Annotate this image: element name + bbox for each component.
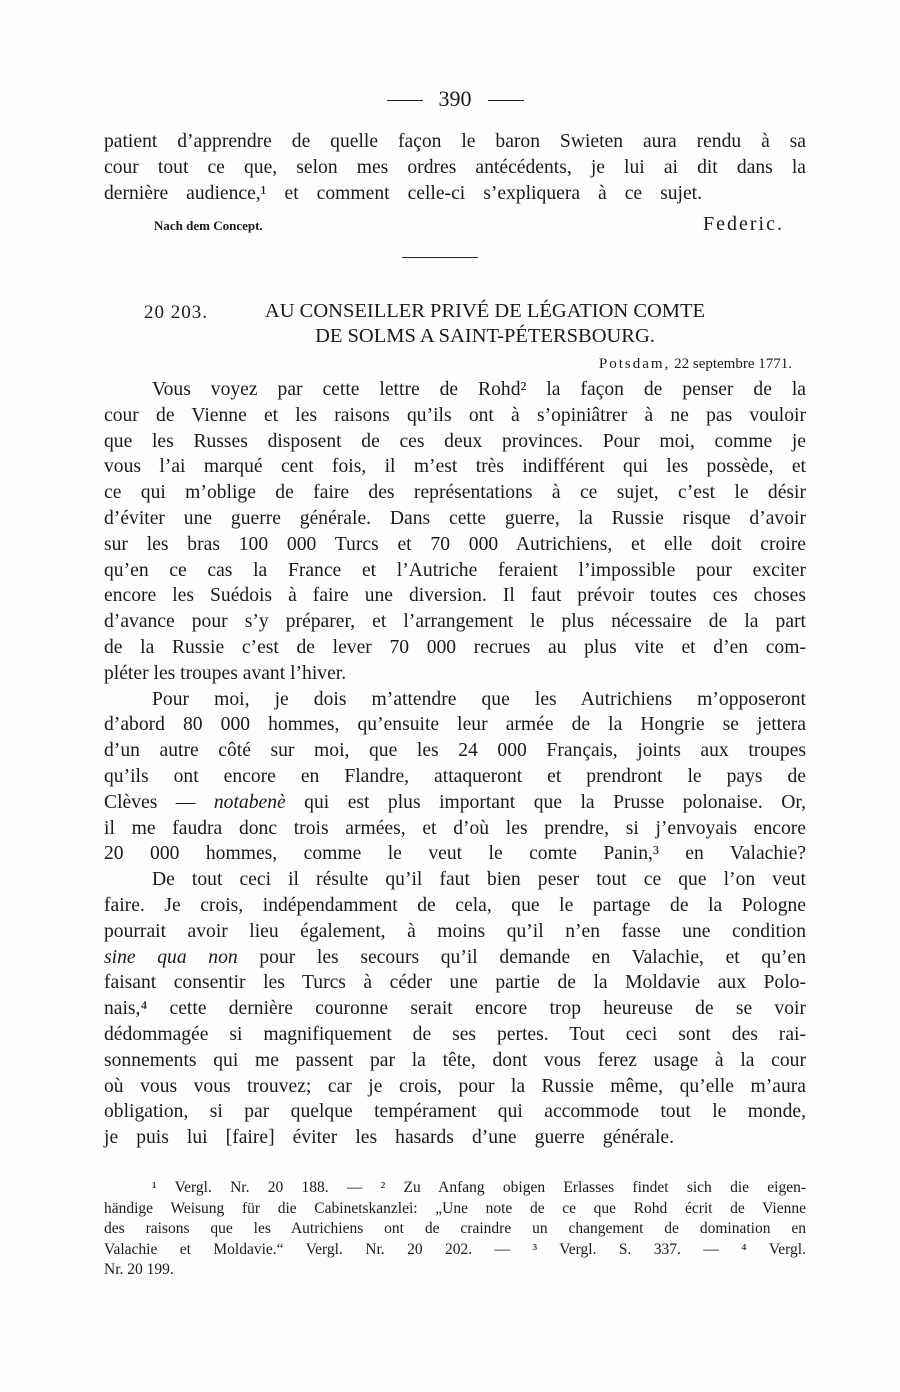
- source-note: Nach dem Concept.: [154, 218, 263, 233]
- body-line: je puis lui [faire] éviter les hasards d’une guerre générale.: [104, 1127, 674, 1149]
- opening-line: patient d’apprendre de quelle façon le baron Swieten aura rendu à sa: [104, 131, 806, 152]
- letter-title-line1: AU CONSEILLER PRIVÉ DE LÉGATION COMTE: [264, 300, 706, 322]
- body-line: sine qua non pour les secours qu’il demande en Valachie, et qu’en: [104, 946, 807, 968]
- footnote-line: des raisons que les Autrichiens ont de craindre un changement de domination en: [104, 1220, 806, 1237]
- body-line: où vous vous trouvez; car je crois, pour la Russie même, qu’elle m’aura: [104, 1075, 806, 1097]
- place-date: [599, 356, 792, 373]
- body-line: d’éviter une guerre générale. Dans cette guerre, la Russie risque d’avoir: [104, 508, 806, 529]
- body-line: pourrait avoir lieu également, à moins qu’il n’en fasse une condition: [104, 920, 806, 942]
- body-line: il me faudra donc trois armées, et d’où les prendre, si j’envoyais encore: [104, 817, 806, 839]
- page-number-dash-right: [488, 100, 524, 101]
- body-line: faire. Je crois, indépendamment de cela, que le partage de la Pologne: [104, 895, 806, 916]
- body-line: cour de Vienne et les raisons qu’ils ont à s’opiniâtrer à ne pas vouloir: [104, 404, 806, 426]
- body-line: faisant consentir les Turcs à céder une partie de la Moldavie aux Polo-: [104, 972, 806, 994]
- body-line: nais,⁴ cette dernière couronne serait encore trop heureuse de se voir: [104, 998, 806, 1020]
- body-line: sur les bras 100 000 Turcs et 70 000 Autrichiens, et elle doit croire: [104, 533, 806, 555]
- body-line: De tout ceci il résulte qu’il faut bien peser tout ce que l’on veut: [152, 869, 806, 891]
- body-line: d’un autre côté sur moi, que les 24 000 Français, joints aux troupes: [104, 740, 806, 762]
- opening-line: dernière audience,¹ et comment celle-ci s’expliquera à ce sujet.: [104, 183, 702, 204]
- body-line: encore les Suédois à faire une diversion. Il faut prévoir toutes ces choses: [104, 585, 806, 607]
- letter-title-line2: DE SOLMS A SAINT-PÉTERSBOURG.: [315, 325, 655, 347]
- body-line: ce qui m’oblige de faire des représentations à ce sujet, c’est le désir: [104, 482, 806, 504]
- signature: Federic.: [703, 213, 784, 235]
- italic-phrase: sine qua non: [104, 946, 238, 968]
- footnote-line: Valachie et Moldavie.“ Vergl. Nr. 20 202. — ³ Vergl. S. 337. — ⁴ Vergl.: [104, 1240, 806, 1258]
- body-line: Pour moi, je dois m’attendre que les Autrichiens m’opposeront: [152, 688, 806, 710]
- body-line: Vous voyez par cette lettre de Rohd² la façon de penser de la: [152, 379, 806, 400]
- body-line: obligation, si par quelque tempérament qui accommode tout le monde,: [104, 1101, 806, 1123]
- body-line: de la Russie c’est de lever 70 000 recrues au plus vite et d’en com-: [104, 637, 806, 658]
- body-line: 20 000 hommes, comme le veut le comte Panin,³ en Valachie?: [104, 843, 806, 865]
- body-line: Clèves — notabenè qui est plus important que la Prusse polonaise. Or,: [104, 791, 806, 813]
- footnote-line: händige Weisung für die Cabinetskanzlei: „Une note de ce que Rohd écrit de Vienne: [104, 1199, 806, 1217]
- letter-date: 22 septembre 1771.: [674, 356, 792, 372]
- body-line: qu’ils ont encore en Flandre, attaqueront et prendront le pays de: [104, 766, 806, 787]
- body-line: d’avance pour s’y préparer, et l’arrangement le plus nécessaire de la part: [104, 611, 806, 633]
- footnote-line: Nr. 20 199.: [104, 1261, 174, 1278]
- body-line: qu’en ce cas la France et l’Autriche feraient l’impossible pour exciter: [104, 559, 806, 581]
- letter-place: Potsdam,: [598, 356, 671, 372]
- body-line: d’abord 80 000 hommes, qu’ensuite leur armée de la Hongrie se jettera: [104, 714, 806, 736]
- body-line: dédommagée si magnifiquement de ses pertes. Tout ceci sont des rai-: [104, 1024, 806, 1045]
- body-line: pléter les troupes avant l’hiver.: [104, 662, 347, 684]
- italic-phrase: notabenè: [213, 791, 286, 813]
- section-divider: [402, 257, 478, 258]
- body-line: sonnements qui me passent par la tête, dont vous ferez usage à la cour: [104, 1049, 806, 1071]
- page-number: [104, 86, 806, 112]
- footnote-line: ¹ Vergl. Nr. 20 188. — ² Zu Anfang obigen Erlasses findet sich die eigen-: [152, 1179, 806, 1196]
- body-line: que les Russes disposent de ces deux provinces. Pour moi, comme je: [104, 430, 806, 452]
- opening-line: cour tout ce que, selon mes ordres antécédents, je lui ai dit dans la: [104, 157, 806, 178]
- page-number-text: 390: [438, 86, 472, 111]
- page-number-dash-left: [387, 100, 423, 101]
- body-line: vous l’ai marqué cent fois, il m’est très indifférent qui les possède, et: [104, 456, 806, 478]
- letter-number: 20 203.: [144, 302, 208, 323]
